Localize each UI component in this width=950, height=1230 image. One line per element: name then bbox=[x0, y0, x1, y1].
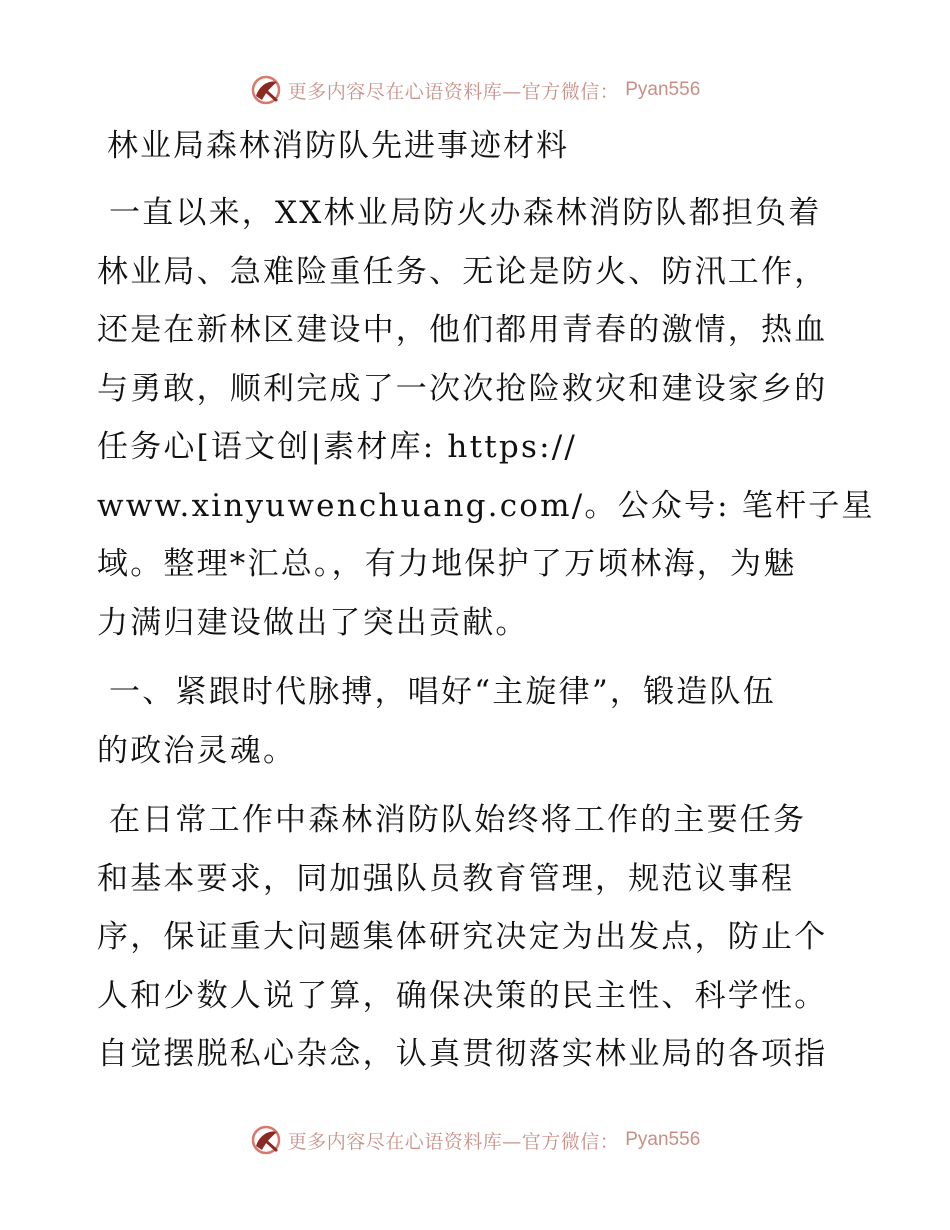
paragraph-line: 一直以来，XX林业局防火办森林消防队都担负着 bbox=[109, 195, 822, 231]
paragraph-line: 任务心[语文创|素材库: https:// bbox=[97, 429, 578, 465]
header-banner-id: Pyan556 bbox=[625, 79, 701, 100]
paragraph-line: 还是在新林区建设中，他们都用青春的激情，热血 bbox=[97, 312, 828, 348]
document-title: 林业局森林消防队先进事迹材料 bbox=[107, 128, 569, 164]
paragraph-line: 林业局、急难险重任务、无论是防火、防汛工作， bbox=[97, 253, 828, 290]
header-banner bbox=[0, 70, 950, 110]
paragraph-line: www.xinyuwenchuang.com/。公众号: 笔杆子星 bbox=[97, 487, 875, 524]
paragraph-line: 域。整理*汇总。，有力地保护了万顷林海，为魅 bbox=[97, 546, 797, 582]
paragraph-line: 和基本要求，同加强队员教育管理，规范议事程 bbox=[97, 860, 795, 897]
paragraph-line: 的政治灵魂。 bbox=[97, 732, 297, 769]
brand-logo-icon bbox=[250, 74, 282, 106]
paragraph-1 bbox=[97, 184, 875, 652]
paragraph-line: 与勇敢，顺利完成了一次次抢险救灾和建设家乡的 bbox=[97, 370, 828, 407]
paragraph-line: 力满归建设做出了突出贡献。 bbox=[97, 604, 529, 641]
paragraph-line: 序，保证重大问题集体研究决定为出发点，防止个 bbox=[97, 919, 828, 955]
paragraph-2 bbox=[97, 663, 857, 780]
paragraph-line: 一、紧跟时代脉搏，唱好“主旋律”，锻造队伍 bbox=[109, 674, 776, 710]
paragraph-line: 在日常工作中森林消防队始终将工作的主要任务 bbox=[109, 802, 807, 838]
footer-banner-text: 更多内容尽在心语资料库—官方微信： bbox=[287, 1130, 620, 1153]
paragraph-3 bbox=[97, 791, 857, 1084]
header-banner-text: 更多内容尽在心语资料库—官方微信： bbox=[287, 80, 620, 103]
footer-banner-id: Pyan556 bbox=[625, 1129, 701, 1150]
brand-logo-icon bbox=[250, 1124, 282, 1156]
footer-banner bbox=[0, 1120, 950, 1160]
document-body bbox=[97, 120, 875, 1095]
paragraph-line: 自觉摆脱私心杂念，认真贯彻落实林业局的各项指 bbox=[97, 1036, 828, 1072]
paragraph-line: 人和少数人说了算，确保决策的民主性、科学性。 bbox=[97, 977, 828, 1014]
